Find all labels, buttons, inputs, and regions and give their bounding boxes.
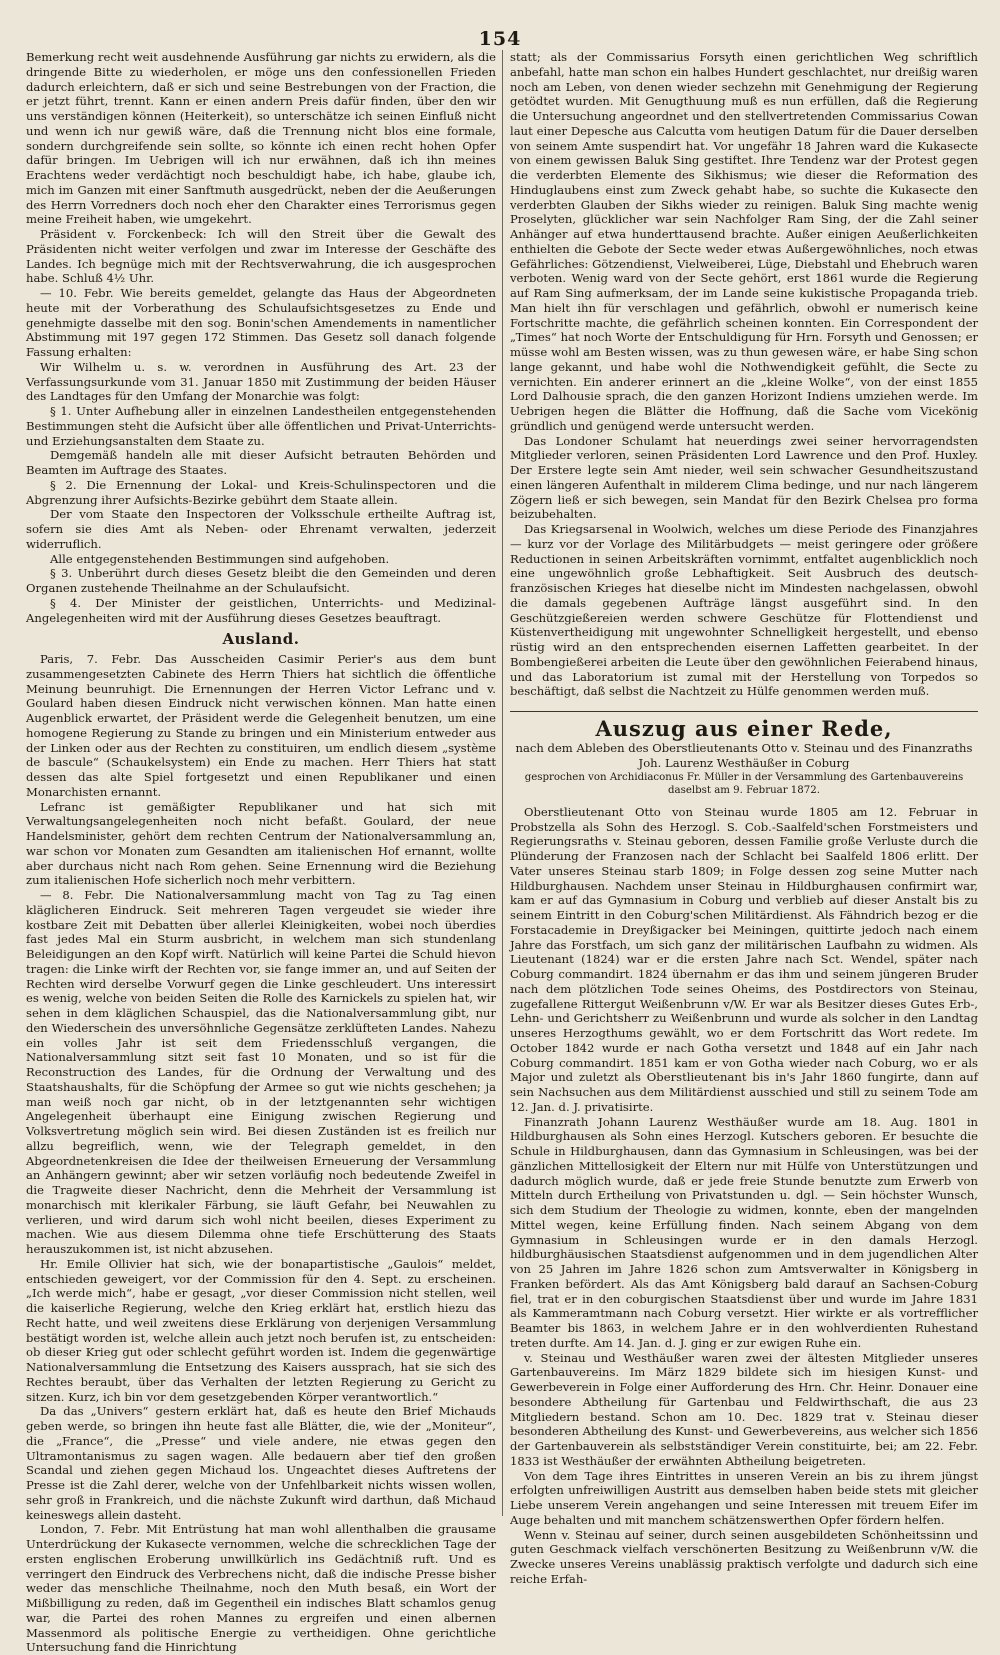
- law-preamble: Wir Wilhelm u. s. w. verordnen in Ausführung des Art. 23 der Verfassungsurkunde vom 31. Januar 1850 mit Zustimmung der beiden Häuser des Landtages für den Umfang der Monarchie was folgt:: [26, 359, 496, 404]
- speech-title: Auszug aus einer Rede,: [595, 716, 893, 741]
- law-section-2-repeal: Alle entgegenstehenden Bestimmungen sind aufgehoben.: [50, 551, 390, 566]
- london-school-board: Das Londoner Schulamt hat neuerdings zwei seiner hervorragendsten Mitglieder verloren, seinen Präsidenten Lord Lawrence und den Prof. Huxley. Der Erstere legte sein Amt nieder, weil sein schwacher Gesundheitszustand einen längeren Aufenthalt in milderem Clima bedinge, und nur nach längerem Zögern ließ er sich bewegen, sein Mandat für den Bezirk Chelsea pro forma beizubehalten.: [510, 433, 978, 522]
- law-section-2: § 2. Die Ernennung der Lokal- und Kreis-Schulinspectoren und die Abgrenzung ihrer Aufsichts-Bezirke gebührt dem Staate allein.: [26, 477, 496, 507]
- steinau-closing: Wenn v. Steinau auf seiner, durch seinen ausgebildeten Schönheitssinn und guten Geschmack vielfach verschönerten Besitzung zu Weißenbrunn v/W. die Zwecke unseres Vereins unablässig praktisch verfolgte und dadurch sich eine reiche Erfah-: [510, 1527, 978, 1586]
- garden-society-history: v. Steinau und Westhäußer waren zwei der ältesten Mitglieder unseres Gartenbauvereins. Im März 1829 bildete sich im hiesigen Kunst- und Gewerbeverein in Folge einer Aufforderung des Hrn. Chr. Heinr. Donauer eine besondere Abtheilung für Gartenbau und Feldwirthschaft, die aus 23 Mitgliedern bestand. Schon am 10. Dec. 1829 trat v. Steinau dieser besonderen Abtheilung des Kunst- und Gewerbevereins, aus welcher sich 1856 der Gartenbauverein als selbstständiger Verein constituirte, bei; am 22. Febr. 1833 ist Westhäußer der erwähnten Abtheilung beigetreten.: [510, 1350, 978, 1468]
- section-divider: [510, 711, 978, 712]
- paris-assembly: — 8. Febr. Die Nationalversammlung macht von Tag zu Tag einen kläglicheren Eindruck. Seit mehreren Tagen vergeudet sie wieder ihre kostbare Zeit mit Debatten über allerlei Kleinigkeiten, wobei noch überdies fast jedes Mal ein Sturm ausbricht, in welchem man sich stundenlang Beleidigungen an den Kopf wirft. Natürlich will keine Partei die Schuld hievon tragen: die Linke wirft der Rechten vor, sie fange immer an, und auf Seiten der Rechten wird derselbe Vorwurf gegen die Linke geschleudert. Uns interessirt es wenig, welche von beiden Seiten die Rolle des Karnickels zu spielen hat, wir sehen in dem kläglichen Schauspiel, das die Nationalversammlung gibt, nur den Wiederschein des unversöhnliche Gegensätze zerklüfteten Landes. Nahezu ein volles Jahr ist seit dem Friedensschluß vergangen, die Nationalversammlung sitzt seit fast 10 Monaten, und so ist für die Reconstruction des Landes, für die Ordnung der Verwaltung und des Staatshaushalts, für die Schöpfung der Armee so gut wie nichts geschehen; ja man weiß noch gar nicht, ob in der letztgenannten sehr wichtigen Angelegenheit überhaupt eine Einigung zwischen Regierung und Volksvertretung möglich sein wird. Bei diesen Zuständen ist es freilich nur allzu begreiflich, wenn, wie der Telegraph gemeldet, in den Abgeordnetenkreisen die Idee der theilweisen Erneuerung der Versammlung an Anhängern gewinnt; aber wir setzen vorläufig noch bedeutende Zweifel in die Tragweite dieser Nachricht, denn die Mehrheit der Versammlung ist monarchisch mit klerikaler Färbung, sie läuft Gefahr, bei Neuwahlen zu verlieren, und wird darum sich wohl nicht beeilen, dieses Experiment zu machen. Wie aus diesem Dilemma ohne tiefe Erschütterung des Staats herauszukommen ist, ist nicht abzusehen.: [26, 888, 496, 1256]
- right-column: [502, 50, 978, 1586]
- law-section-1: § 1. Unter Aufhebung aller in einzelnen Landestheilen entgegenstehenden Bestimmungen steht die Aufsicht über alle öffentlichen und Privat-Unterrichts- und Erziehungsanstalten dem Staate zu.: [26, 404, 496, 448]
- law-section-4: § 4. Der Minister der geistlichen, Unterrichts- und Medizinal-Angelegenheiten wird mit der Ausführung dieses Gesetzes beauftragt.: [26, 595, 496, 625]
- left-column: [26, 50, 502, 1655]
- kuka-sect-report: statt; als der Commissarius Forsyth einen gerichtlichen Weg schriftlich anbefahl, hatte man schon ein halbes Hundert geschlachtet, nur dreißig waren noch am Leben, von denen wieder sechzehn mit Genehmigung der Regierung getödtet wurden. Mit Genugthuung muß es nun erfüllen, daß die Regierung die Untersuchung angeordnet und den stellvertretenden Commissarius Cowan laut einer Depesche aus Calcutta vom heutigen Datum für die Dauer derselben von seinem Amte suspendirt hat. Vor ungefähr 18 Jahren ward die Kukasecte von einem gewissen Baluk Sing gestiftet. Ihre Tendenz war der Protest gegen die verderbten Elemente des Sikhismus; wie dieser die Reformation des Hinduglaubens einst zum Zweck gehabt habe, so suchte die Kukasecte den verderbten Glauben der Sikhs wieder zu reinigen. Baluk Sing machte wenig Proselyten, glücklicher war sein Nachfolger Ram Sing, der die Zahl seiner Anhänger auf etwa hunderttausend brachte. Außer einigen Aeußerlichkeiten enthielten die Gebote der Secte weder etwas Außergewöhnliches, noch etwas Gefährliches: Götzendienst, Vielweiberei, Lüge, Diebstahl und Ehebruch waren verboten. Wenig ward von der Secte gehört, erst 1861 wurde die Regierung auf Ram Sing aufmerksam, der im Lande seine kukistische Propaganda trieb. Man hielt ihn für verschlagen und gefährlich, obwohl er numerisch keine Fortschritte machte, die gefährlich scheinen konnten. Ein Correspondent der „Times“ hat noch Worte der Entschuldigung für Hrn. Forsyth und Genossen; er müsse wohl am Besten wissen, was zu thun gewesen wäre, er habe Sing schon lange gekannt, und habe wohl die Nothwendigkeit gefühlt, die Secte zu vernichten. Ein anderer erinnert an die „kleine Wolke“, von der einst 1855 Lord Dalhousie sprach, die den ganzen Horizont Indiens umziehen werde. Im Uebrigen hegen die Blätter die Hoffnung, daß die Sache vom Vicekönig gründlich und genügend werde untersucht werden.: [510, 50, 978, 433]
- law-section-2-note: Der vom Staate den Inspectoren der Volksschule ertheilte Auftrag ist, sofern sie dies Amt als Neben- oder Ehrenamt verwalten, jederzeit widerruflich.: [26, 507, 496, 551]
- speech-delivery: gesprochen von Archidiaconus Fr. Müller in der Versammlung des Gartenbauvereins daselbst am 9. Februar 1872.: [524, 771, 964, 796]
- paris-report: Paris, 7. Febr. Das Ausscheiden Casimir Perier's aus dem bunt zusammengesetzten Cabinete des Herrn Thiers hat sichtlich die öffentliche Meinung beunruhigt. Die Ernennungen der Herren Victor Lefranc und v. Goulard haben diesen Eindruck nicht verwischen können. Man hatte einen Augenblick erwartet, der Präsident werde die Gelegenheit benutzen, um eine homogene Regierung zu Stande zu bringen und ein Ministerium entweder aus der Linken oder aus der Rechten zu constituiren, um endlich diesem „système de bascule“ (Schaukelsystem) ein Ende zu machen. Herr Thiers hat statt dessen das alte Spiel fortgesetzt und einen Republikaner und einen Monarchisten ernannt.: [26, 652, 496, 799]
- steinau-biography: Oberstlieutenant Otto von Steinau wurde 1805 am 12. Februar in Probstzella als Sohn des Herzogl. S. Cob.-Saalfeld'schen Forstmeisters und Regierungsraths v. Steinau geboren, dessen Familie große Verluste durch die Plünderung der Franzosen nach der Schlacht bei Saalfeld 1806 erlitt. Der Vater unseres Steinau starb 1809; in Folge dessen zog seine Mutter nach Hildburghausen. Nachdem unser Steinau in Hildburghausen confirmirt war, kam er auf das Gymnasium in Coburg und verblieb auf dieser Anstalt bis zu seinem Eintritt in den Coburg'schen Militärdienst. Als Fähndrich bezog er die Forstacademie in Dreyßigacker bei Meiningen, quittirte jedoch nach einem Jahre das Forstfach, um sich ganz der militärischen Laufbahn zu widmen. Als Lieutenant (1824) war er die ersten Jahre nach Sct. Wendel, später nach Coburg commandirt. 1824 übernahm er das ihm und seinem jüngeren Bruder nach dem plötzlichen Tode seines Oheims, des Postdirectors von Steinau, zugefallene Rittergut Weißenbrunn v/W. Er war als Besitzer dieses Gutes Erb-, Lehn- und Gerichtsherr zu Weißenbrunn und wurde als solcher in den Landtag unseres Herzogthums gewählt, wo er dem Fortschritt das Wort redete. Im October 1842 wurde er nach Gotha versetzt und 1848 auf ein Jahr nach Coburg commandirt. 1851 kam er von Gotha wieder nach Coburg, wo er als Major und zuletzt als Oberstlieutenant bis in's Jahr 1860 fungirte, dann auf sein Nachsuchen aus dem Militärdienst ausschied und still zu seinem Tode am 12. Jan. d. J. privatisirte.: [510, 804, 978, 1114]
- law-section-1-note: Demgemäß handeln alle mit dieser Aufsicht betrauten Behörden und Beamten im Auftrage des Staates.: [26, 448, 496, 477]
- page-number: 154: [478, 28, 522, 50]
- members-tribute: Von dem Tage ihres Eintrittes in unseren Verein an bis zu ihrem jüngst erfolgten unfreiwilligen Austritt aus demselben haben beide stets mit gleicher Liebe unserem Verein angehangen und seine Interessen mit treuem Eifer im Auge behalten und mit manchem schätzenswerthen Opfer fördern helfen.: [510, 1468, 978, 1527]
- woolwich-arsenal: Das Kriegsarsenal in Woolwich, welches um diese Periode des Finanzjahres — kurz vor der Vorlage des Militärbudgets — meist geringere oder größere Reductionen in seinen Arbeitskräften vornimmt, entfaltet augenblicklich noch eine ungewöhnlich große Lebhaftigkeit. Seit Ausbruch des deutsch-französischen Krieges hat dieselbe nicht im Mindesten nachgelassen, obwohl die damals gegebenen Aufträge längst ausgeführt sind. In den Geschützgießereien werden schwere Geschütze für Flottendienst und Küstenvertheidigung mit ungewohnter Schnelligkeit hergestellt, und ebenso rüstig wird an den entsprechenden eisernen Laffetten gearbeitet. In der Bombengießerei arbeiten die Leute über den gewöhnlichen Feierabend hinaus, und das Laboratorium ist zumal mit der Herstellung von Torpedos so beschäftigt, daß selbst die Nachtzeit zu Hülfe genommen werden muß.: [510, 522, 978, 699]
- westhaeusser-biography: Finanzrath Johann Laurenz Westhäußer wurde am 18. Aug. 1801 in Hildburghausen als Sohn eines Herzogl. Kutschers geboren. Er besuchte die Schule in Hildburghausen, dann das Gymnasium in Schleusingen, was bei der gänzlichen Mittellosigkeit der Eltern nur mit Hülfe von Unterstützungen und dadurch möglich wurde, daß er jede freie Stunde benutzte zum Erwerb von Mitteln durch Ertheilung von Privatstunden u. dgl. — Sein höchster Wunsch, sich dem Studium der Theologie zu widmen, konnte, eben der mangelnden Mittel wegen, keine Erfüllung finden. Nach seinem Abgang von dem Gymnasium in Schleusingen wurde er in den damals Herzogl. hildburghäusischen Staatsdienst aufgenommen und in dem jugendlichen Alter von 25 Jahren im Jahre 1826 schon zum Amtsverwalter in Königsberg in Franken befördert. Als das Amt Königsberg bald darauf an Sachsen-Coburg fiel, trat er in den coburgischen Staatsdienst über und wurde im Jahre 1831 als Kammeramtmann nach Coburg versetzt. Hier wirkte er als vortrefflicher Beamter bis 1863, in welchem Jahre er in den wohlverdienten Ruhestand treten durfte. Am 14. Jan. d. J. ging er zur ewigen Ruhe ein.: [510, 1114, 978, 1350]
- speech-subtitle: nach dem Ableben des Oberstlieutenants Otto v. Steinau und des Finanzraths Joh. Laurenz Westhäußer in Coburg: [515, 740, 973, 770]
- london-report: London, 7. Febr. Mit Entrüstung hat man wohl allenthalben die grausame Unterdrückung der Kukasecte vernommen, welche die schrecklichen Tage der ersten englischen Eroberung unwillkürlich ins Gedächtniß ruft. Und es verringert den Eindruck des Verbrechens nicht, daß die indische Presse bisher weder das menschliche Theilnahme, noch den Muth besaß, ein Wort der Mißbilligung zu reden, daß im Gegentheil ein indisches Blatt schamlos genug war, die Partei des rohen Mannes zu ergreifen und einen albernen Massenmord als politische Energie zu vertheidigen. Ohne gerichtliche Untersuchung fand die Hinrichtung: [26, 1522, 496, 1655]
- vote-report: — 10. Febr. Wie bereits gemeldet, gelangte das Haus der Abgeordneten heute mit der Vorberathung des Schulaufsichtsgesetzes zu Ende und genehmigte dasselbe mit den sog. Bonin'schen Amendements in namentlicher Abstimmung mit 197 gegen 172 Stimmen. Das Gesetz soll danach folgende Fassung erhalten:: [26, 286, 496, 359]
- law-section-3: § 3. Unberührt durch dieses Gesetz bleibt die den Gemeinden und deren Organen zustehende Theilnahme an der Schulaufsicht.: [26, 566, 496, 595]
- paris-lefranc: Lefranc ist gemäßigter Republikaner und hat sich mit Verwaltungsangelegenheiten noch nicht befaßt. Goulard, der neue Handelsminister, gehört dem rechten Centrum der Nationalversammlung an, war schon vor Monaten zum Gesandten am italienischen Hof ernannt, wollte aber durchaus nicht nach Rom gehen. Seine Ernennung wird die Beziehung zum italienischen Hofe sicherlich noch mehr verbittern.: [26, 799, 496, 888]
- president-statement: Präsident v. Forckenbeck: Ich will den Streit über die Gewalt des Präsidenten nicht weiter verfolgen und zwar im Interesse der Geschäfte des Landes. Ich begnüge mich mit der Rechtsverwahrung, die ich ausgesprochen habe. Schluß 4½ Uhr.: [26, 227, 496, 286]
- debate-paragraph: Bemerkung recht weit ausdehnende Ausführung gar nichts zu erwidern, als die dringende Bitte zu wiederholen, er möge uns den confessionellen Frieden dadurch erleichtern, daß er sich und seine Bestrebungen von der Fraction, die er jetzt führt, trennt. Kann er einen andern Preis dafür finden, über den wir uns verständigen können (Heiterkeit), so unterschätze ich seinen Einfluß nicht und wenn ich nur gewiß wäre, daß die Trennung nicht blos eine formale, sondern durchgreifende sein sollte, so könnte ich einen recht hohen Opfer dafür bringen. Im Uebrigen will ich nur erwähnen, daß ich ihn meines Erachtens weder verdächtigt noch beschuldigt habe, ich habe, glaube ich, mich im Ganzen mit einer Sanftmuth ausgedrückt, neben der die Aeußerungen des Herrn Vorredners doch noch eher den Charakter eines Terrorismus gegen meine Freiheit haben, wie umgekehrt.: [26, 50, 496, 227]
- section-heading-foreign: Ausland.: [222, 630, 300, 649]
- article-columns: [26, 50, 978, 1655]
- paris-univers: Da das „Univers“ gestern erklärt hat, daß es heute den Brief Michauds geben werde, so bringen ihn heute fast alle Blätter, die, wie der „Moniteur“, die „France“, die „Presse“ und viele andere, nie etwas gegen den Ultramontanismus zu sagen wagen. Alle bedauern aber tief den großen Scandal und ziehen gegen Michaud los. Ungeachtet dieses Auftretens der Presse ist die Zahl derer, welche von der Unfehlbarkeit nichts wissen wollen, sehr groß in Frankreich, und die nächste Zukunft wird darthun, daß Michaud keineswegs allein dasteht.: [26, 1404, 496, 1522]
- paris-ollivier: Hr. Emile Ollivier hat sich, wie der bonapartistische „Gaulois“ meldet, entschieden geweigert, vor der Commission für den 4. Sept. zu erscheinen. „Ich werde mich“, habe er gesagt, „vor dieser Commission nicht stellen, weil die kaiserliche Regierung, welche den Krieg erklärt hat, erstlich hiezu das Recht hatte, und weil zweitens diese Erklärung von derjenigen Versammlung bestätigt worden ist, welche allein auch jetzt noch berufen ist, zu entscheiden: ob dieser Krieg gut oder schlecht geführt worden ist. Indem die gegenwärtige Nationalversammlung die Entsetzung des Kaisers aussprach, hat sie sich des Rechtes beraubt, über das Verhalten der letzten Regierung zu Gericht zu sitzen. Kurz, ich bin vor dem gesetzgebenden Körper verantwortlich.“: [26, 1256, 496, 1404]
